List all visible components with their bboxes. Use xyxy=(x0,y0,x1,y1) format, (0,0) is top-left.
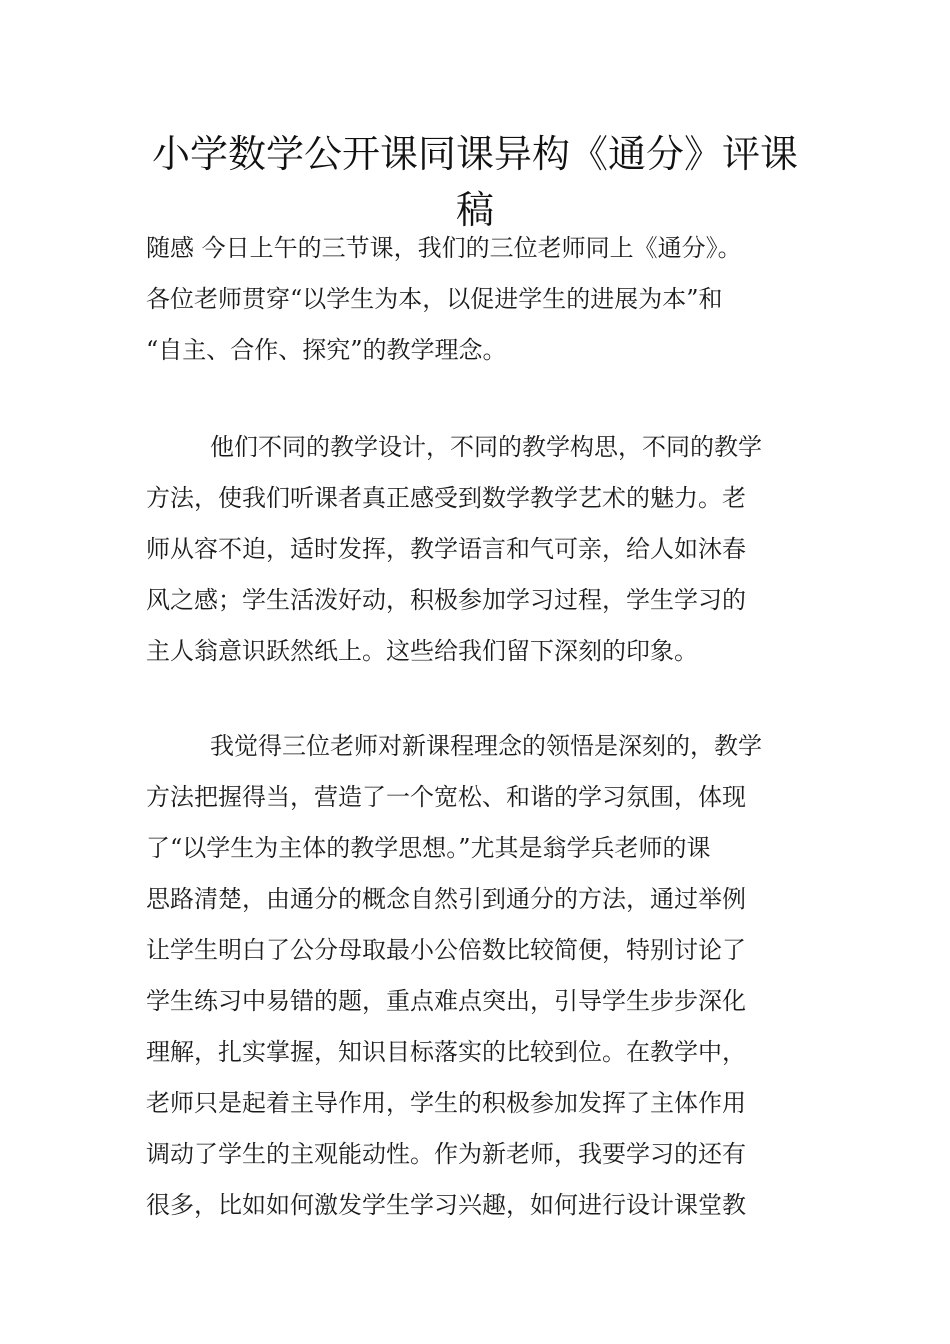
title-line-1: 小学数学公开课同课异构《通分》评课 xyxy=(151,132,798,176)
paragraph-1-line-1: 随感 今日上午的三节课，我们的三位老师同上《通分》。 xyxy=(146,234,742,262)
paragraph-2-line-5: 主人翁意识跃然纸上。这些给我们留下深刻的印象。 xyxy=(146,637,698,665)
paragraph-1-line-2: 各位老师贯穿“以学生为本，以促进学生的进展为本”和 xyxy=(146,285,723,313)
paragraph-3-line-6: 学生练习中易错的题，重点难点突出，引导学生步步深化 xyxy=(146,987,746,1015)
paragraph-2-line-3: 师从容不迫，适时发挥，教学语言和气可亲，给人如沐春 xyxy=(146,535,746,563)
paragraph-3-line-8: 老师只是起着主导作用，学生的积极参加发挥了主体作用 xyxy=(146,1089,746,1117)
paragraph-3-line-1: 我觉得三位老师对新课程理念的领悟是深刻的，教学 xyxy=(210,732,762,760)
paragraph-2-line-1: 他们不同的教学设计，不同的教学构思，不同的教学 xyxy=(210,433,762,461)
paragraph-1-line-3: “自主、合作、探究”的教学理念。 xyxy=(146,336,507,364)
paragraph-2-line-4: 风之感；学生活泼好动，积极参加学习过程，学生学习的 xyxy=(146,586,746,614)
paragraph-3-line-4: 思路清楚，由通分的概念自然引到通分的方法，通过举例 xyxy=(146,885,746,913)
paragraph-3-line-7: 理解，扎实掌握，知识目标落实的比较到位。在教学中， xyxy=(146,1038,746,1066)
paragraph-2-line-2: 方法，使我们听课者真正感受到数学教学艺术的魅力。老 xyxy=(146,484,746,512)
document-title xyxy=(140,126,810,238)
paragraph-3-line-2: 方法把握得当，营造了一个宽松、和谐的学习氛围，体现 xyxy=(146,783,746,811)
paragraph-3-line-10: 很多，比如如何激发学生学习兴趣，如何进行设计课堂教 xyxy=(146,1191,746,1219)
paragraph-3-line-9: 调动了学生的主观能动性。作为新老师，我要学习的还有 xyxy=(146,1140,746,1168)
paragraph-3-line-3: 了“以学生为主体的教学思想。”尤其是翁学兵老师的课 xyxy=(146,834,711,862)
title-line-2: 稿 xyxy=(455,188,494,232)
paragraph-3-line-5: 让学生明白了公分母取最小公倍数比较简便，特别讨论了 xyxy=(146,936,746,964)
